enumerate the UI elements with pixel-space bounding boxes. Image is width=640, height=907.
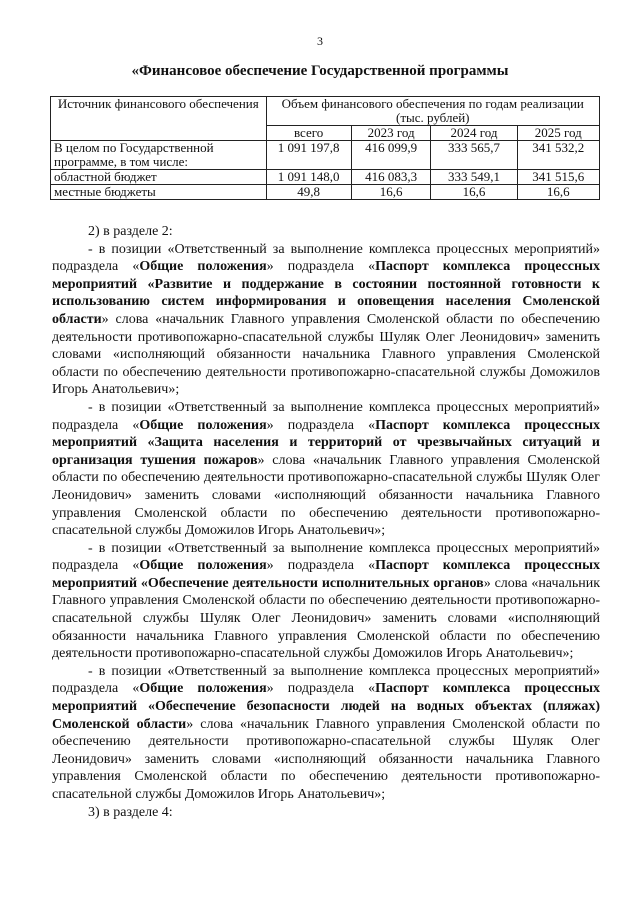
bullet-3-bold-passport: Паспорт комплекса процессных мероприятий «Обеспечение деятельности исполнительных органов [52, 558, 600, 591]
cell-total: 1 091 148,0 [266, 170, 351, 185]
bullet-2-bold-section: Общие положения [139, 417, 267, 433]
header-source: Источник финансового обеспечения [51, 97, 267, 141]
bullet-1-bold-passport: Паспорт комплекса процессных мероприятий «Развитие и поддержание в состоянии постоянной готовности к использованию систем информирования и оповещения населения Смоленской области [52, 259, 600, 327]
bullet-3-text-a: - в позиции «Ответственный за выполнение комплекса процессных мероприятий» подраздела « [52, 540, 600, 574]
header-volume: Объем финансового обеспечения по годам реализации (тыс. рублей) [266, 97, 599, 126]
cell-2023: 416 083,3 [351, 170, 431, 185]
item-2-heading: 2) в разделе 2: [88, 224, 173, 239]
cell-2023: 16,6 [351, 185, 431, 200]
row-label: областной бюджет [51, 170, 267, 185]
bullet-4 [52, 663, 600, 804]
bullet-1-text-c: » подраздела « [266, 259, 376, 275]
table-row [51, 185, 600, 200]
cell-2025: 341 515,6 [517, 170, 599, 185]
bullet-3-text-d: » слова «начальник Главного управления Смоленской области по обеспечению деятельности противопожарно-спасательной службы Шуляк Олег Леонидович» заменить словами «исполняющий обязанности начальника Главного управления Смоленской области по обеспечению деятельности противопожарно-спасательной службы Доможилов Игорь Анатольевич»; [52, 575, 600, 662]
bullet-2 [52, 399, 600, 540]
financing-table [50, 96, 600, 200]
bullet-1-text-d: » слова «начальник Главного управления Смоленской области по обеспечению деятельности противопожарно-спасательной службы Шуляк Олег Леонидович» заменить словами «исполняющий обязанности начальника Главного управления Смоленской области по обеспечению деятельности противопожарно-спасательной службы Доможилов Игорь Анатольевич»; [52, 311, 600, 398]
header-2024: 2024 год [431, 126, 517, 141]
bullet-4-text-c: » подраздела « [266, 681, 376, 697]
cell-2024: 16,6 [431, 185, 517, 200]
bullet-2-text-a: - в позиции «Ответственный за выполнение комплекса процессных мероприятий» подраздела « [52, 399, 600, 433]
bullet-3-text-c: » подраздела « [266, 558, 376, 574]
table-header-row [51, 97, 600, 126]
cell-2024: 333 565,7 [431, 141, 517, 170]
cell-total: 49,8 [266, 185, 351, 200]
table-row [51, 141, 600, 170]
bullet-4-bold-passport: Паспорт комплекса процессных мероприятий «Обеспечение безопасности людей на водных объектах (пляжах) Смоленской области [52, 681, 600, 732]
table-row [51, 170, 600, 185]
bullet-4-text-d: » слова «начальник Главного управления Смоленской области по обеспечению деятельности противопожарно-спасательной службы Шуляк Олег Леонидович» заменить словами «исполняющий обязанности начальника Главного управления Смоленской области по обеспечению деятельности противопожарно-спасательной службы Доможилов Игорь Анатольевич»; [52, 716, 600, 802]
page-number: 3 [317, 34, 323, 48]
section-title: «Финансовое обеспечение Государственной программы [131, 63, 509, 79]
header-total: всего [266, 126, 351, 141]
header-2025: 2025 год [517, 126, 599, 141]
cell-2023: 416 099,9 [351, 141, 431, 170]
cell-2025: 16,6 [517, 185, 599, 200]
bullet-1-bold-section: Общие положения [139, 259, 267, 275]
cell-total: 1 091 197,8 [266, 141, 351, 170]
document-body [52, 223, 600, 821]
bullet-1-text-a: - в позиции «Ответственный за выполнение комплекса процессных мероприятий» подраздела « [52, 241, 600, 275]
cell-2024: 333 549,1 [431, 170, 517, 185]
item-3-heading: 3) в разделе 4: [88, 804, 173, 820]
bullet-1 [52, 241, 600, 399]
bullet-3 [52, 540, 600, 663]
bullet-4-text-a: - в позиции «Ответственный за выполнение комплекса процессных мероприятий» подраздела « [52, 663, 600, 697]
row-label: В целом по Государственной программе, в том числе: [51, 141, 267, 170]
bullet-2-text-c: » подраздела « [266, 417, 376, 433]
cell-2025: 341 532,2 [517, 141, 599, 170]
header-2023: 2023 год [351, 126, 431, 141]
row-label: местные бюджеты [51, 185, 267, 200]
bullet-3-bold-section: Общие положения [139, 558, 267, 574]
bullet-2-text-d: » слова «начальник Главного управления Смоленской области по обеспечению деятельности противопожарно-спасательной службы Шуляк Олег Леонидович» заменить словами «исполняющий обязанности начальника Главного управления Смоленской области по обеспечению деятельности противопожарно-спасательной службы Доможилов Игорь Анатольевич»; [52, 452, 600, 539]
bullet-4-bold-section: Общие положения [139, 681, 267, 697]
bullet-2-bold-passport: Паспорт комплекса процессных мероприятий «Защита населения и территорий от чрезвычайных ситуаций и организация тушения пожаров [52, 417, 600, 468]
